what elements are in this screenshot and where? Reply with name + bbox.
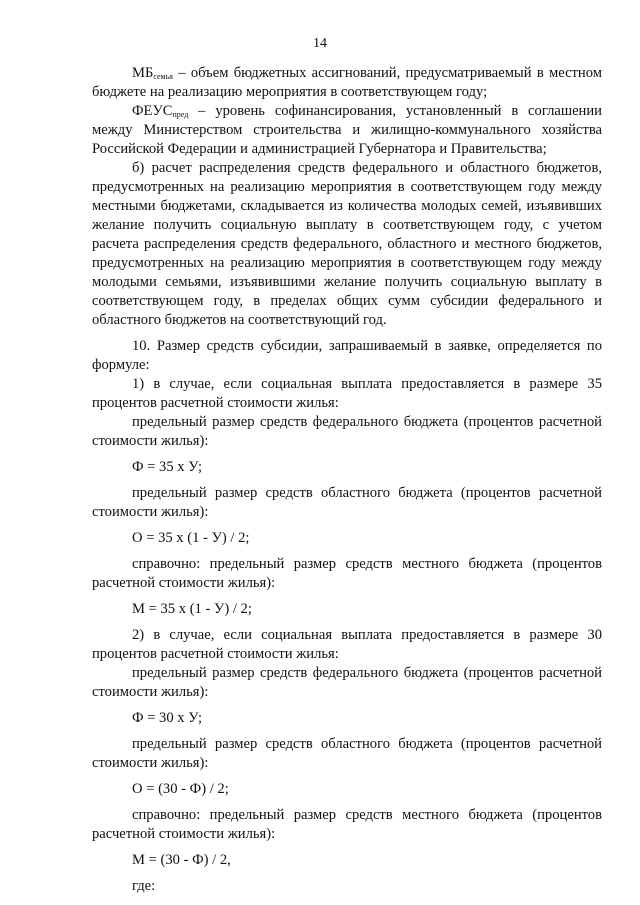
formula-regional-35: О = 35 х (1 - У) / 2; [132, 530, 250, 546]
paragraph-mb-definition [92, 64, 602, 102]
term-feus: ФЕУС [132, 103, 173, 119]
term-mb: МБ [132, 65, 154, 81]
paragraph-case-35: 1) в случае, если социальная выплата предоставляется в размере 35 процентов расчетной стоимости жилья: [92, 376, 602, 411]
page-number: 14 [313, 36, 327, 51]
formula-federal-35: Ф = 35 х У; [132, 459, 203, 475]
document-body [92, 64, 602, 896]
paragraph-case-30: 2) в случае, если социальная выплата предоставляется в размере 30 процентов расчетной стоимости жилья: [92, 627, 602, 662]
paragraph-section-10: 10. Размер средств субсидии, запрашиваемый в заявке, определяется по формуле: [92, 338, 602, 373]
paragraph-local-limit-30: справочно: предельный размер средств местного бюджета (процентов расчетной стоимости жилья): [92, 807, 602, 842]
term-mb-subscript: семья [153, 72, 173, 81]
formula-federal-30: Ф = 30 х У; [132, 710, 203, 726]
paragraph-regional-limit-35: предельный размер средств областного бюджета (процентов расчетной стоимости жилья): [92, 485, 602, 520]
paragraph-federal-limit-30: предельный размер средств федерального бюджета (процентов расчетной стоимости жилья): [92, 665, 602, 700]
paragraph-federal-limit-35: предельный размер средств федерального бюджета (процентов расчетной стоимости жилья): [92, 414, 602, 449]
term-mb-definition: – объем бюджетных ассигнований, предусматриваемый в местном бюджете на реализацию мероприятия в соответствующем году; [92, 65, 602, 100]
term-feus-subscript: пред [172, 110, 189, 119]
paragraph-feus-definition [92, 102, 602, 159]
paragraph-distribution-calculation: б) расчет распределения средств федерального и областного бюджетов, предусмотренных на реализацию мероприятия в соответствующем году между местными бюджетами, складывается из количества молодых семей, изъявивших желание получить социальную выплату в соответствующем году, с учетом расчета распределения средств федерального, областного и местного бюджетов, предусмотренных на реализацию мероприятия в соответствующем году между молодыми семьями, изъявившими желание получить социальную выплату в соответствующем году, в пределах общих сумм субсидии федерального и областного бюджетов на соответствующий год. [92, 160, 602, 328]
formula-local-30: М = (30 - Ф) / 2, [132, 852, 231, 868]
formula-local-35: М = 35 х (1 - У) / 2; [132, 601, 252, 617]
formula-regional-30: О = (30 - Ф) / 2; [132, 781, 229, 797]
paragraph-regional-limit-30: предельный размер средств областного бюджета (процентов расчетной стоимости жилья): [92, 736, 602, 771]
term-feus-definition: – уровень софинансирования, установленный в соглашении между Министерством строительства и жилищно-коммунального хозяйства Российской Федерации и администрацией Губернатора и Правительства; [92, 103, 602, 157]
paragraph-local-limit-35: справочно: предельный размер средств местного бюджета (процентов расчетной стоимости жилья): [92, 556, 602, 591]
paragraph-where: где: [132, 878, 156, 894]
